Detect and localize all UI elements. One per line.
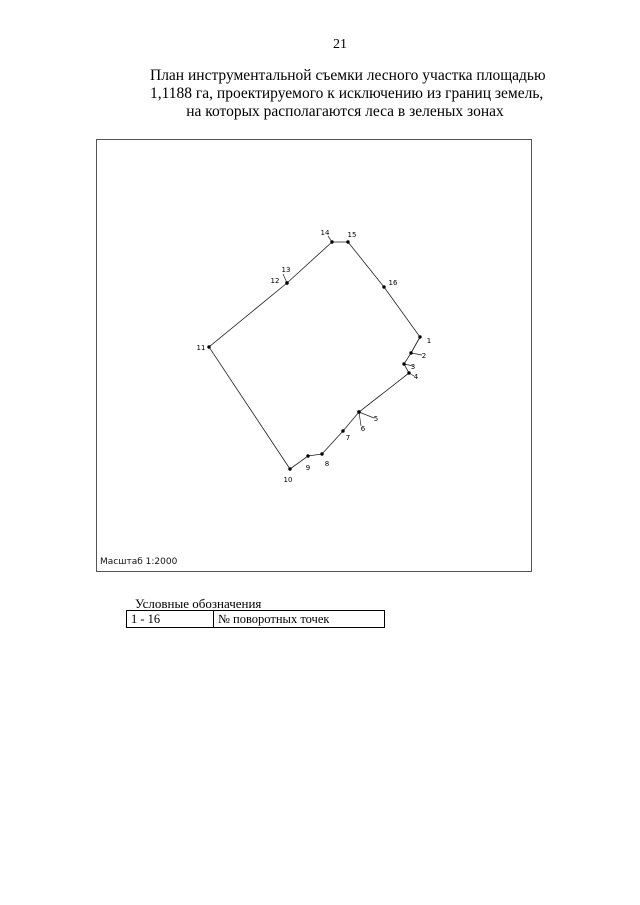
turning-point-label-16: 16 — [388, 279, 398, 287]
turning-point-marker-2 — [409, 351, 412, 354]
turning-point-marker-9 — [306, 454, 309, 457]
legend-symbol: 1 - 16 — [127, 611, 214, 628]
survey-plan-map — [96, 139, 532, 572]
turning-point-label-14: 14 — [320, 229, 330, 237]
point-leader-line — [411, 337, 420, 353]
legend-title: Условные обозначения — [135, 596, 262, 611]
turning-point-label-13: 13 — [281, 266, 291, 274]
title-line-2: 1,1188 га, проектируемого к исключению из границ земель, — [150, 85, 544, 102]
scale-label: Масштаб 1:2000 — [100, 557, 178, 567]
turning-point-marker-10 — [288, 467, 291, 470]
turning-point-label-6: 6 — [360, 425, 366, 433]
turning-point-label-7: 7 — [345, 434, 351, 442]
turning-point-label-2: 2 — [421, 352, 427, 360]
turning-point-marker-1 — [418, 335, 421, 338]
turning-point-marker-11 — [207, 345, 210, 348]
turning-point-label-15: 15 — [347, 231, 357, 239]
plot-boundary-line — [209, 242, 420, 469]
point-leader-line — [359, 412, 374, 418]
turning-point-label-12: 12 — [270, 277, 280, 285]
turning-point-marker-3 — [402, 362, 405, 365]
legend-meaning: № поворотных точек — [214, 611, 385, 628]
turning-point-label-10: 10 — [283, 476, 293, 484]
turning-point-label-3: 3 — [410, 363, 416, 371]
legend-row — [127, 611, 385, 628]
turning-point-label-8: 8 — [324, 460, 330, 468]
turning-point-marker-4 — [407, 371, 410, 374]
turning-point-marker-6 — [357, 410, 360, 413]
document-title — [150, 67, 546, 121]
turning-point-label-9: 9 — [305, 464, 311, 472]
turning-point-marker-15 — [346, 240, 349, 243]
turning-point-label-11: 11 — [196, 344, 206, 352]
turning-point-label-5: 5 — [373, 415, 379, 423]
legend-table — [126, 610, 385, 628]
title-line-3: на которых располагаются леса в зеленых зонах — [186, 103, 504, 120]
turning-point-marker-13 — [285, 281, 288, 284]
turning-point-label-4: 4 — [413, 373, 419, 381]
turning-point-marker-16 — [382, 285, 385, 288]
title-line-1: План инструментальной съемки лесного участка площадью — [150, 67, 546, 84]
turning-point-marker-7 — [341, 429, 344, 432]
turning-point-marker-8 — [320, 452, 323, 455]
turning-point-label-1: 1 — [426, 337, 432, 345]
point-leader-line — [359, 412, 361, 426]
turning-point-marker-14 — [330, 240, 333, 243]
plot-boundary-drawing — [97, 140, 531, 571]
page-number: 21 — [333, 37, 347, 52]
